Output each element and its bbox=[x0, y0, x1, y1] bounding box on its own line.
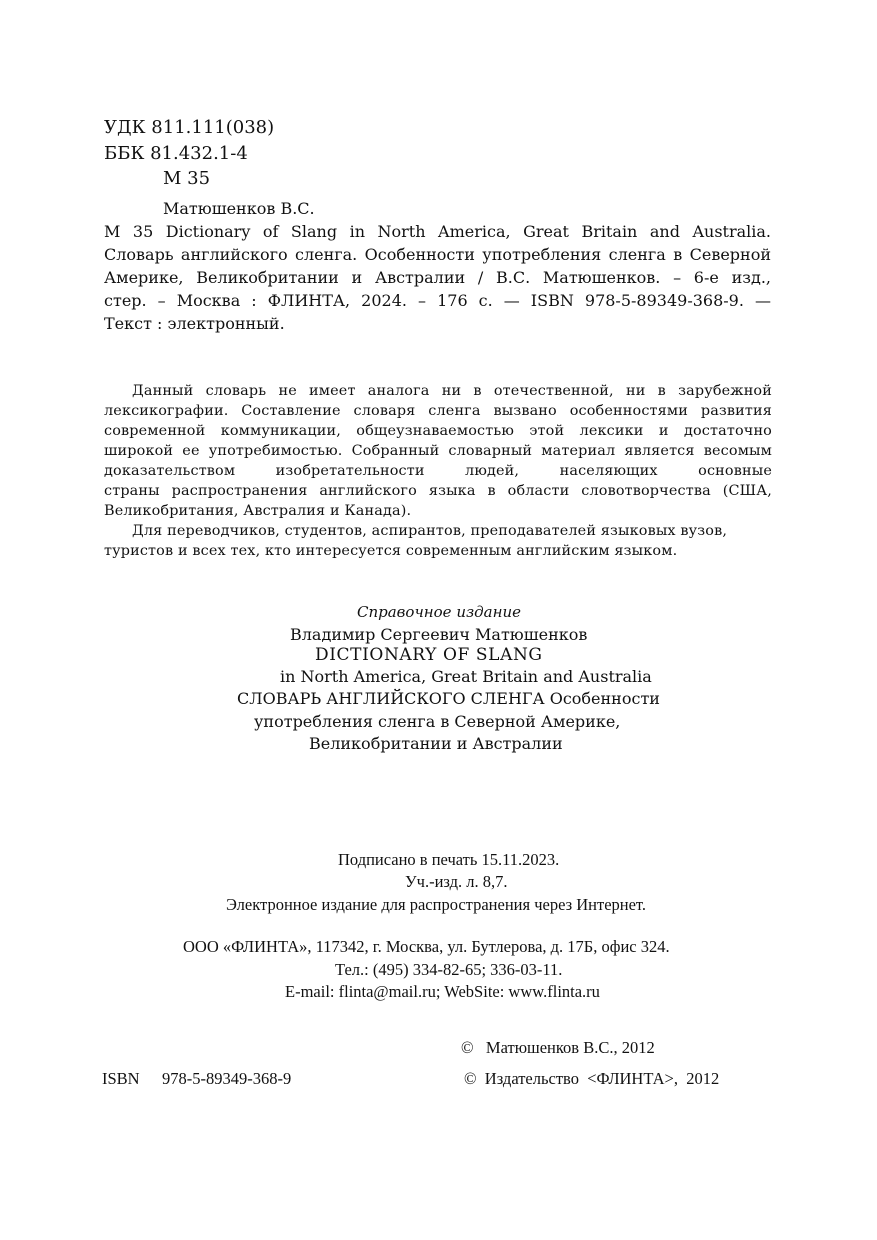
publisher-address: ООО «ФЛИНТА», 117342, г. Москва, ул. Бутлерова, д. 17Б, офис 324. bbox=[183, 937, 670, 956]
abstract-line: современной коммуникации, общеузнаваемостью этой лексики и достаточно bbox=[104, 423, 772, 439]
udk-code: УДК 811.111(038) bbox=[104, 117, 275, 138]
publisher-contacts: E-mail: flinta@mail.ru; WebSite: www.flinta.ru bbox=[285, 982, 600, 1001]
bib-line: Америке, Великобритании и Австралии / В.С. Матюшенков. – 6-е изд., bbox=[104, 268, 771, 287]
publication-sheets: Уч.-изд. л. 8,7. bbox=[405, 872, 508, 891]
title-ru-sub: Великобритании и Австралии bbox=[309, 734, 563, 753]
abstract-line: страны распространения английского языка в области словотворчества (США, bbox=[104, 483, 772, 499]
electronic-note: Электронное издание для распространения через Интернет. bbox=[226, 895, 647, 914]
bbk-code: ББК 81.432.1-4 bbox=[104, 143, 248, 164]
abstract-line: Данный словарь не имеет аналога ни в отечественной, ни в зарубежной bbox=[132, 383, 772, 399]
signed-date: Подписано в печать 15.11.2023. bbox=[338, 850, 560, 869]
title-ru-sub: употребления сленга в Северной Америке, bbox=[254, 712, 621, 731]
title-ru-main: СЛОВАРЬ АНГЛИЙСКОГО СЛЕНГА Особенности bbox=[237, 689, 660, 708]
audience-line: туристов и всех тех, кто интересуется современным английским языком. bbox=[104, 543, 678, 559]
audience-line: Для переводчиков, студентов, аспирантов, преподавателей языковых вузов, bbox=[132, 523, 728, 539]
abstract-line: Великобритания, Австралия и Канада). bbox=[104, 503, 412, 519]
bib-line: М 35 Dictionary of Slang in North America, Great Britain and Australia. bbox=[104, 222, 771, 241]
isbn-value: 978-5-89349-368-9 bbox=[162, 1069, 292, 1088]
title-en-sub: in North America, Great Britain and Australia bbox=[280, 667, 652, 686]
title-en-main: DICTIONARY OF SLANG bbox=[315, 645, 543, 665]
author-full-name: Владимир Сергеевич Матюшенков bbox=[290, 625, 588, 644]
author-mark: М 35 bbox=[163, 168, 211, 189]
bib-line: Текст : электронный. bbox=[104, 314, 285, 333]
isbn-label: ISBN bbox=[102, 1069, 140, 1088]
abstract-line: лексикографии. Составление словаря сленга вызвано особенностями развития bbox=[104, 403, 772, 419]
copyright-publisher: © Издательство <ФЛИНТА>, 2012 bbox=[464, 1069, 720, 1088]
copyright-author: © Матюшенков В.С., 2012 bbox=[461, 1038, 655, 1057]
edition-type: Справочное издание bbox=[357, 603, 522, 621]
bib-line: Словарь английского сленга. Особенности употребления сленга в Северной bbox=[104, 245, 771, 264]
author-heading: Матюшенков В.С. bbox=[163, 199, 315, 218]
bib-line: стер. – Москва : ФЛИНТА, 2024. – 176 с. — ISBN 978-5-89349-368-9. — bbox=[104, 291, 771, 310]
publisher-phone: Тел.: (495) 334-82-65; 336-03-11. bbox=[335, 960, 563, 979]
abstract-line: широкой ее употребимостью. Собранный словарный материал является весомым bbox=[104, 443, 772, 459]
abstract-line: доказательством изобретательности людей, населяющих основные bbox=[104, 463, 772, 479]
